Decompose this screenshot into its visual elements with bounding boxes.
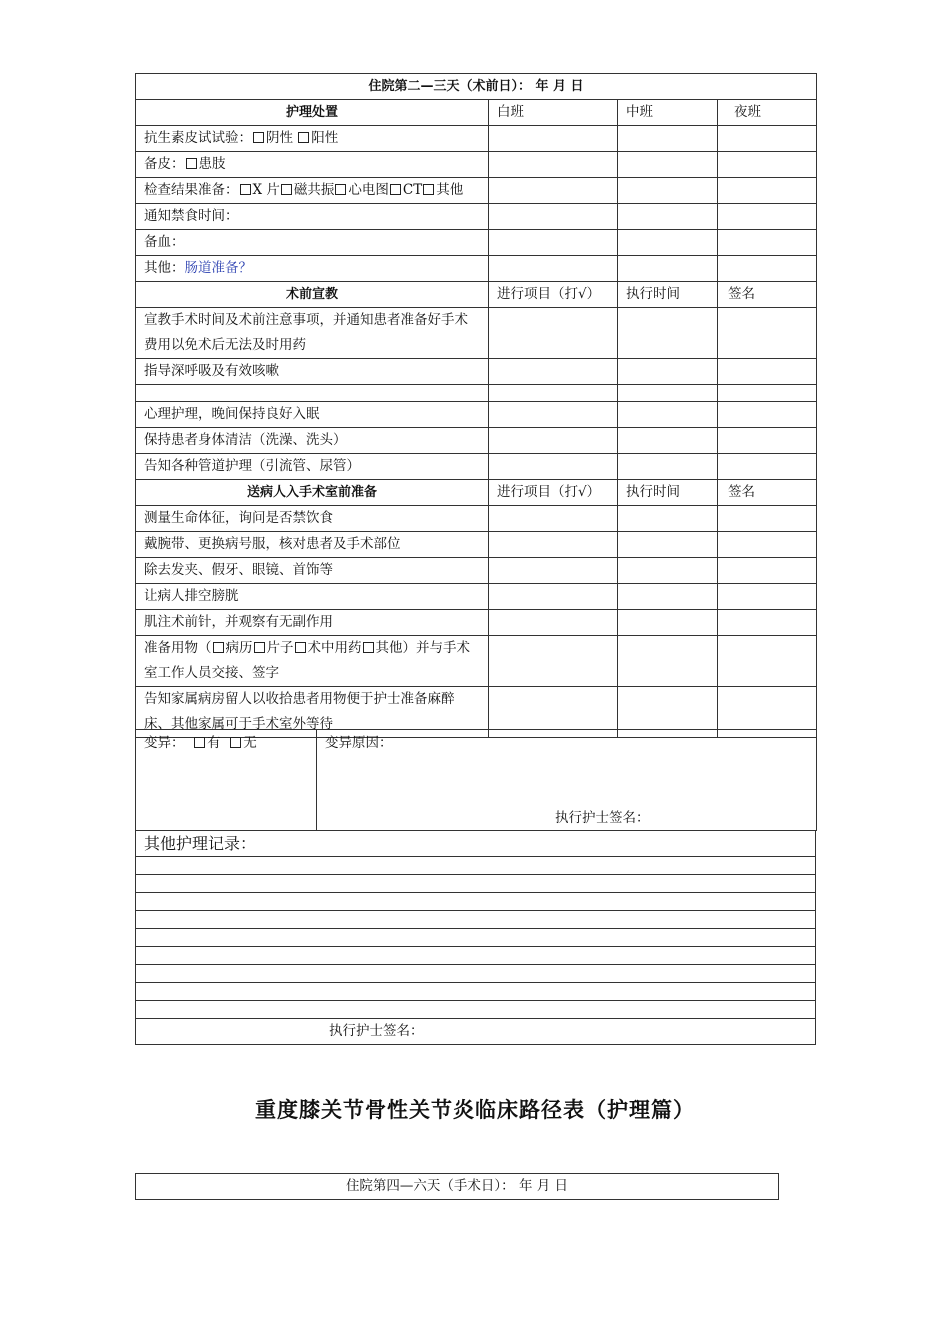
checkbox-variance-yes[interactable]	[194, 737, 205, 748]
edu-item: 指导深呼吸及有效咳嗽	[136, 359, 489, 385]
record-line[interactable]	[136, 875, 816, 893]
cell[interactable]	[718, 532, 817, 558]
nurse-signature-label: 执行护士签名：	[555, 810, 650, 826]
cell[interactable]	[489, 428, 618, 454]
cell[interactable]	[718, 204, 817, 230]
care-row	[136, 204, 817, 230]
cell[interactable]	[618, 256, 718, 282]
cell[interactable]	[718, 636, 817, 687]
record-line[interactable]	[136, 983, 816, 1001]
cell[interactable]	[489, 204, 618, 230]
cell[interactable]	[489, 454, 618, 480]
cell[interactable]	[618, 230, 718, 256]
cell[interactable]	[489, 126, 618, 152]
prep-item: 肌注术前针，并观察有无副作用	[136, 610, 489, 636]
care-row	[136, 178, 817, 204]
variance-cell: 变异： 有 无	[136, 730, 317, 831]
cell[interactable]	[618, 204, 718, 230]
cell[interactable]	[489, 584, 618, 610]
prep-row	[136, 506, 817, 532]
record-line[interactable]	[136, 857, 816, 875]
edu-row	[136, 308, 817, 359]
checkbox-positive[interactable]	[298, 132, 309, 143]
col-done: 进行项目（打√）	[489, 282, 618, 308]
prep-row	[136, 610, 817, 636]
edu-row	[136, 454, 817, 480]
care-row	[136, 126, 817, 152]
cell[interactable]	[489, 402, 618, 428]
checkbox-limb[interactable]	[186, 158, 197, 169]
care-row	[136, 256, 817, 282]
cell[interactable]	[718, 402, 817, 428]
checkbox-ct[interactable]	[390, 184, 401, 195]
skin-test-item: 抗生素皮试试验： 阴性 阳性	[136, 126, 489, 152]
variance-reason-label: 变异原因：	[325, 735, 393, 751]
cell[interactable]	[618, 428, 718, 454]
cell[interactable]	[718, 428, 817, 454]
other-item: 其他：肠道准备？	[136, 256, 489, 282]
checkbox-variance-no[interactable]	[230, 737, 241, 748]
checkbox-xray[interactable]	[240, 184, 251, 195]
col-done: 进行项目（打√）	[489, 480, 618, 506]
checkbox-records[interactable]	[213, 642, 224, 653]
checkbox-other[interactable]	[363, 642, 374, 653]
checkbox-mri[interactable]	[281, 184, 292, 195]
prep-item: 戴腕带、更换病号服，核对患者及手术部位	[136, 532, 489, 558]
fasting-time-item: 通知禁食时间：	[136, 204, 489, 230]
care-row	[136, 230, 817, 256]
variance-reason-cell[interactable]	[317, 730, 817, 831]
edu-row	[136, 402, 817, 428]
bowel-prep-note: 肠道准备？	[184, 260, 252, 276]
cell[interactable]	[718, 152, 817, 178]
cell[interactable]	[718, 230, 817, 256]
prep-row	[136, 584, 817, 610]
cell[interactable]	[489, 385, 618, 402]
surgery-day-table	[135, 1173, 779, 1200]
cell[interactable]	[489, 532, 618, 558]
shift-night: 夜班	[718, 100, 817, 126]
cell[interactable]	[489, 506, 618, 532]
cell[interactable]	[618, 532, 718, 558]
cell[interactable]	[618, 636, 718, 687]
exam-results-item: 检查结果准备： X 片 磁共振 心电图 CT 其他	[136, 178, 489, 204]
prep-item-materials: 准备用物（ 病历 片子 术中用药 其他）并与手术室工作人员交接、签字	[136, 636, 489, 687]
edu-item: 告知各种管道护理（引流管、尿管）	[136, 454, 489, 480]
prep-row	[136, 558, 817, 584]
cell[interactable]	[718, 178, 817, 204]
other-records-label: 其他护理记录：	[136, 831, 816, 857]
checkbox-ecg[interactable]	[335, 184, 346, 195]
edu-item: 心理护理，晚间保持良好入眠	[136, 402, 489, 428]
day-header: 住院第二—三天（术前日）： 年 月 日	[136, 74, 817, 100]
cell[interactable]	[618, 558, 718, 584]
cell[interactable]	[718, 385, 817, 402]
cell[interactable]	[618, 506, 718, 532]
cell[interactable]	[718, 584, 817, 610]
cell[interactable]	[718, 558, 817, 584]
checkbox-other[interactable]	[423, 184, 434, 195]
cell[interactable]	[618, 584, 718, 610]
care-section-title: 护理处置	[136, 100, 489, 126]
prep-row	[136, 636, 817, 687]
prep-item: 告知家属病房留人以收拾患者用物便于护士准备麻醉床、其他家属可于手术室外等待	[136, 687, 489, 738]
skin-prep-item: 备皮： 患肢	[136, 152, 489, 178]
day-header: 住院第四—六天（手术日）： 年 月 日	[136, 1174, 779, 1200]
cell[interactable]	[718, 256, 817, 282]
cell[interactable]	[618, 454, 718, 480]
cell[interactable]	[489, 152, 618, 178]
cell[interactable]	[718, 610, 817, 636]
cell[interactable]	[618, 178, 718, 204]
edu-item	[136, 385, 489, 402]
checkbox-films[interactable]	[254, 642, 265, 653]
transfer-section-title: 送病人入手术室前准备	[136, 480, 489, 506]
education-section-title: 术前宣教	[136, 282, 489, 308]
prep-item: 测量生命体征，询问是否禁饮食	[136, 506, 489, 532]
record-line[interactable]	[136, 893, 816, 911]
cell[interactable]	[618, 610, 718, 636]
cell[interactable]	[489, 256, 618, 282]
record-line[interactable]	[136, 911, 816, 929]
pre-op-day-table	[135, 73, 817, 738]
cell[interactable]	[489, 558, 618, 584]
cell[interactable]	[718, 506, 817, 532]
records-signature-label: 执行护士签名：	[136, 1019, 816, 1045]
document-title: 重度膝关节骨性关节炎临床路径表（护理篇）	[255, 1098, 695, 1122]
record-line[interactable]	[136, 947, 816, 965]
cell[interactable]	[489, 610, 618, 636]
cell[interactable]	[618, 308, 718, 359]
record-line[interactable]	[136, 1001, 816, 1019]
edu-item: 宣教手术时间及术前注意事项，并通知患者准备好手术费用以免术后无法及时用药	[136, 308, 489, 359]
col-time: 执行时间	[618, 282, 718, 308]
cell[interactable]	[618, 402, 718, 428]
checkbox-intraop-meds[interactable]	[295, 642, 306, 653]
cell[interactable]	[618, 152, 718, 178]
col-time: 执行时间	[618, 480, 718, 506]
blood-prep-item: 备血：	[136, 230, 489, 256]
prep-row	[136, 532, 817, 558]
cell[interactable]	[718, 359, 817, 385]
cell[interactable]	[618, 385, 718, 402]
cell[interactable]	[489, 178, 618, 204]
cell[interactable]	[718, 454, 817, 480]
edu-row	[136, 428, 817, 454]
checkbox-negative[interactable]	[253, 132, 264, 143]
cell[interactable]	[718, 308, 817, 359]
prep-item: 除去发夹、假牙、眼镜、首饰等	[136, 558, 489, 584]
variance-table	[135, 729, 817, 831]
prep-item: 让病人排空膀胱	[136, 584, 489, 610]
cell[interactable]	[489, 230, 618, 256]
care-row	[136, 152, 817, 178]
col-sign: 签名	[718, 282, 817, 308]
edu-item: 保持患者身体清洁（洗澡、洗头）	[136, 428, 489, 454]
cell[interactable]	[718, 126, 817, 152]
record-line[interactable]	[136, 965, 816, 983]
cell[interactable]	[489, 636, 618, 687]
shift-middle: 中班	[618, 100, 718, 126]
edu-row	[136, 385, 817, 402]
cell[interactable]	[618, 126, 718, 152]
shift-day: 白班	[489, 100, 618, 126]
records-table	[135, 830, 816, 1045]
edu-row	[136, 359, 817, 385]
col-sign: 签名	[718, 480, 817, 506]
cell[interactable]	[618, 359, 718, 385]
cell[interactable]	[489, 308, 618, 359]
record-line[interactable]	[136, 929, 816, 947]
cell[interactable]	[489, 359, 618, 385]
